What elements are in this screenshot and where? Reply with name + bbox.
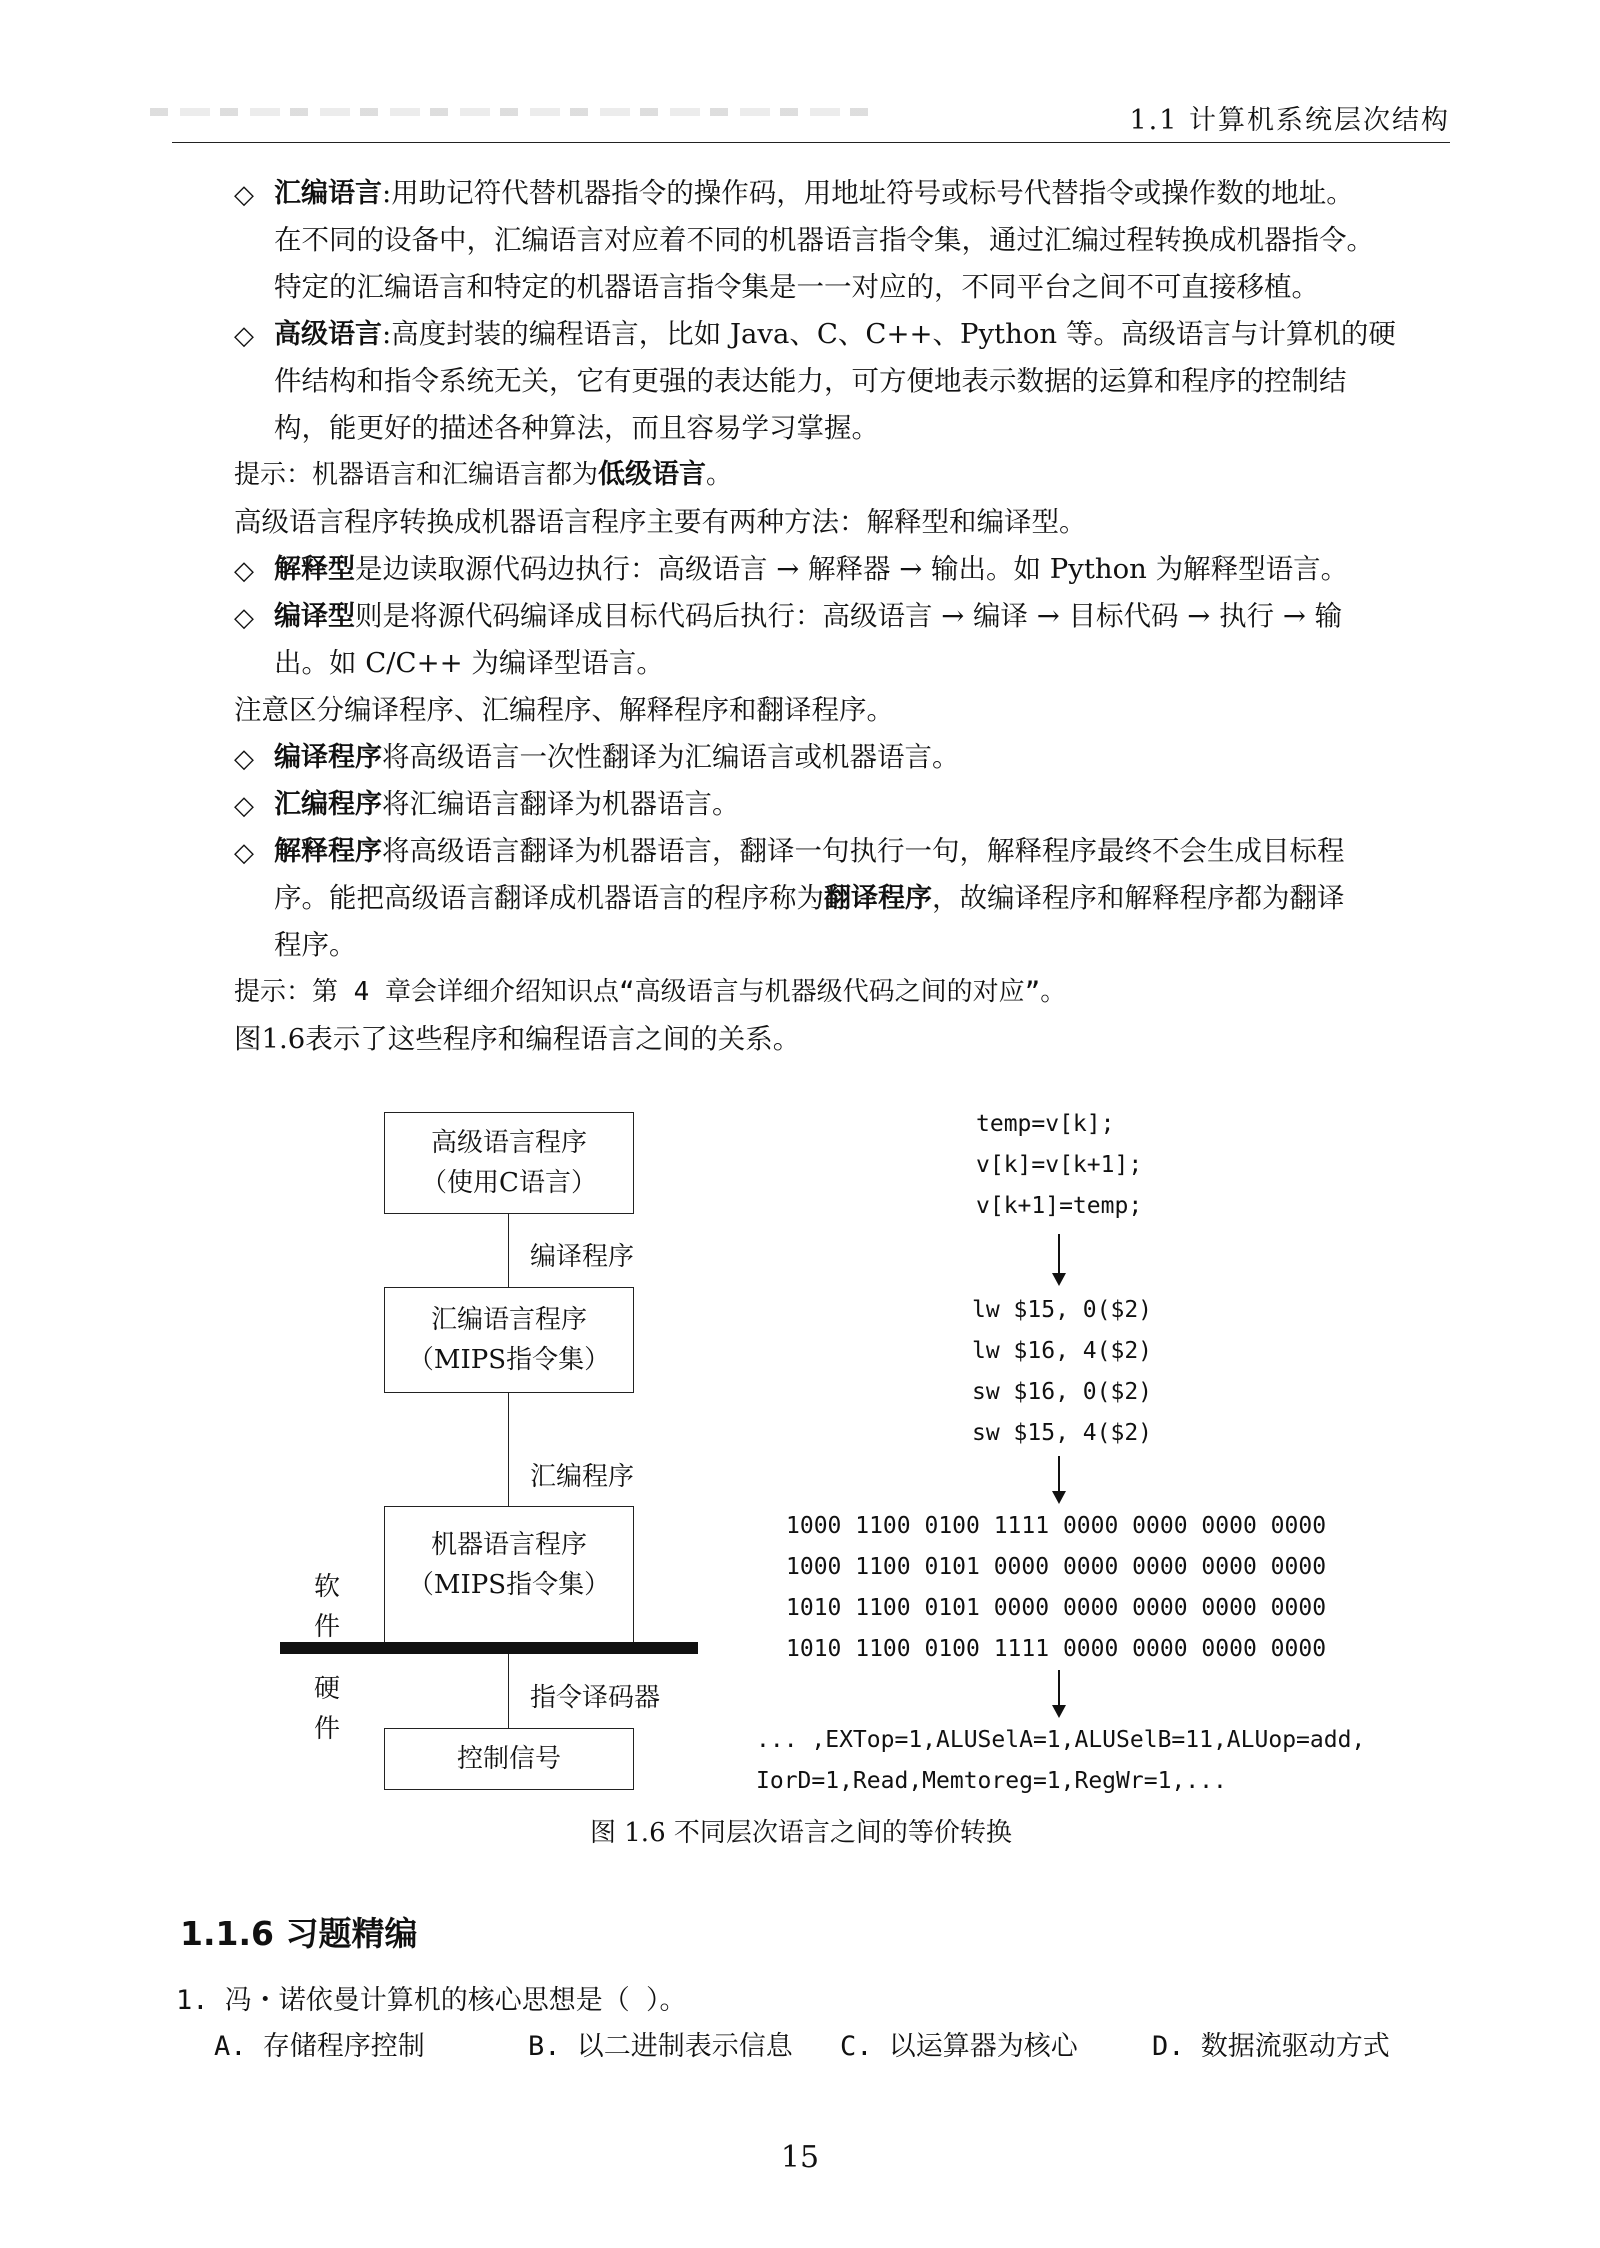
option-d: D. 数据流驱动方式	[1152, 2031, 1390, 2062]
machine-code-line: 1000 1100 0101 0000 0000 0000 0000 0000	[786, 1554, 1327, 1580]
diamond-bullet-icon: ◇	[234, 791, 254, 821]
diamond-bullet-icon: ◇	[234, 556, 254, 586]
diamond-bullet-icon: ◇	[234, 603, 254, 633]
tip-chapter4: 提示：第 4 章会详细介绍知识点“高级语言与机器级代码之间的对应”。	[234, 977, 1067, 1007]
label-software-1: 软	[314, 1572, 341, 1602]
option-b: B. 以二进制表示信息	[528, 2031, 793, 2062]
label-assembler: 汇编程序	[530, 1462, 635, 1492]
item-compiled-line2: 出。如 C/C++ 为编译型语言。	[274, 647, 664, 679]
machine-code-line: 1010 1100 0100 1111 0000 0000 0000 0000	[786, 1636, 1327, 1662]
machine-code-line: 1010 1100 0101 0000 0000 0000 0000 0000	[786, 1595, 1327, 1621]
item-assembler: 汇编程序将汇编语言翻译为机器语言。	[274, 788, 740, 820]
c-code-line: temp=v[k];	[976, 1111, 1115, 1137]
box-high-level-program: 高级语言程序 （使用C语言）	[384, 1112, 634, 1214]
item-interpreter-line2: 序。能把高级语言翻译成机器语言的程序称为翻译程序，故编译程序和解释程序都为翻译	[274, 882, 1345, 914]
para-distinguish: 注意区分编译程序、汇编程序、解释程序和翻译程序。	[234, 694, 894, 726]
para-two-methods: 高级语言程序转换成机器语言程序主要有两种方法：解释型和编译型。	[234, 506, 1087, 538]
option-c: C. 以运算器为核心	[840, 2031, 1078, 2062]
diamond-bullet-icon: ◇	[234, 744, 254, 774]
figure-caption: 图 1.6 不同层次语言之间的等价转换	[590, 1818, 1012, 1848]
asm-code-line: lw $15, 0($2)	[972, 1297, 1153, 1323]
connector-line	[508, 1213, 509, 1287]
header-rule	[172, 142, 1450, 143]
label-software-2: 件	[314, 1612, 341, 1642]
diamond-bullet-icon: ◇	[234, 321, 254, 351]
para-figure-intro: 图1.6表示了这些程序和编程语言之间的关系。	[234, 1023, 801, 1055]
asm-code-line: lw $16, 4($2)	[972, 1338, 1153, 1364]
label-compiler: 编译程序	[530, 1242, 635, 1272]
page-number: 15	[780, 2140, 820, 2175]
item-interpreted: 解释型是边读取源代码边执行：高级语言 → 解释器 → 输出。如 Python 为解释型语言。	[274, 553, 1349, 585]
item-highlevel-line2: 件结构和指令系统无关，它有更强的表达能力，可方便地表示数据的运算和程序的控制结	[274, 365, 1347, 397]
label-hardware-2: 件	[314, 1714, 341, 1744]
header-smudge	[150, 108, 880, 116]
machine-code-line: 1000 1100 0100 1111 0000 0000 0000 0000	[786, 1513, 1327, 1539]
down-arrow-icon	[1058, 1670, 1060, 1716]
option-a: A. 存储程序控制	[214, 2031, 425, 2062]
box-machine-program: 机器语言程序 （MIPS指令集）	[384, 1506, 634, 1644]
diamond-bullet-icon: ◇	[234, 838, 254, 868]
asm-code-line: sw $15, 4($2)	[972, 1420, 1153, 1446]
box-assembly-program: 汇编语言程序 （MIPS指令集）	[384, 1287, 634, 1393]
item-assembly-line1: 汇编语言:用助记符代替机器指令的操作码，用地址符号或标号代替指令或操作数的地址。	[274, 177, 1354, 209]
item-compiled-line1: 编译型则是将源代码编译成目标代码后执行：高级语言 → 编译 → 目标代码 → 执行 → 输	[274, 600, 1343, 632]
software-hardware-boundary	[280, 1642, 698, 1654]
item-highlevel-line3: 构，能更好的描述各种算法，而且容易学习掌握。	[274, 412, 879, 444]
down-arrow-icon	[1058, 1234, 1060, 1284]
item-interpreter-line1: 解释程序将高级语言翻译为机器语言，翻译一句执行一句，解释程序最终不会生成目标程	[274, 835, 1345, 867]
item-highlevel-line1: 高级语言:高度封装的编程语言，比如 Java、C、C++、Python 等。高级语言与计算机的硬	[274, 318, 1396, 350]
label-hardware-1: 硬	[314, 1674, 341, 1704]
tip-low-level: 提示：机器语言和汇编语言都为低级语言。	[234, 459, 733, 490]
asm-code-line: sw $16, 0($2)	[972, 1379, 1153, 1405]
section-heading: 1.1.6 习题精编	[180, 1914, 418, 1953]
diamond-bullet-icon: ◇	[234, 180, 254, 210]
item-compiler: 编译程序将高级语言一次性翻译为汇编语言或机器语言。	[274, 741, 960, 773]
running-header: 1.1 计算机系统层次结构	[1129, 105, 1450, 136]
term-assembly: 汇编语言	[274, 178, 382, 209]
term-highlevel: 高级语言	[274, 319, 382, 350]
item-interpreter-line3: 程序。	[274, 929, 357, 961]
c-code-line: v[k+1]=temp;	[976, 1193, 1143, 1219]
control-signal-line: IorD=1,Read,Memtoreg=1,RegWr=1,...	[756, 1768, 1227, 1794]
connector-line	[508, 1654, 509, 1728]
control-signal-line: ... ,EXTop=1,ALUSelA=1,ALUSelB=11,ALUop=add,	[756, 1727, 1366, 1753]
c-code-line: v[k]=v[k+1];	[976, 1152, 1143, 1178]
connector-line	[508, 1392, 509, 1506]
box-control-signals: 控制信号	[384, 1728, 634, 1790]
item-assembly-line2: 在不同的设备中，汇编语言对应着不同的机器语言指令集，通过汇编过程转换成机器指令。	[274, 224, 1374, 256]
question-stem: 1. 冯・诺依曼计算机的核心思想是（ ）。	[176, 1985, 687, 2016]
item-assembly-line3: 特定的汇编语言和特定的机器语言指令集是一一对应的，不同平台之间不可直接移植。	[274, 271, 1319, 303]
label-decoder: 指令译码器	[530, 1683, 661, 1713]
down-arrow-icon	[1058, 1456, 1060, 1502]
